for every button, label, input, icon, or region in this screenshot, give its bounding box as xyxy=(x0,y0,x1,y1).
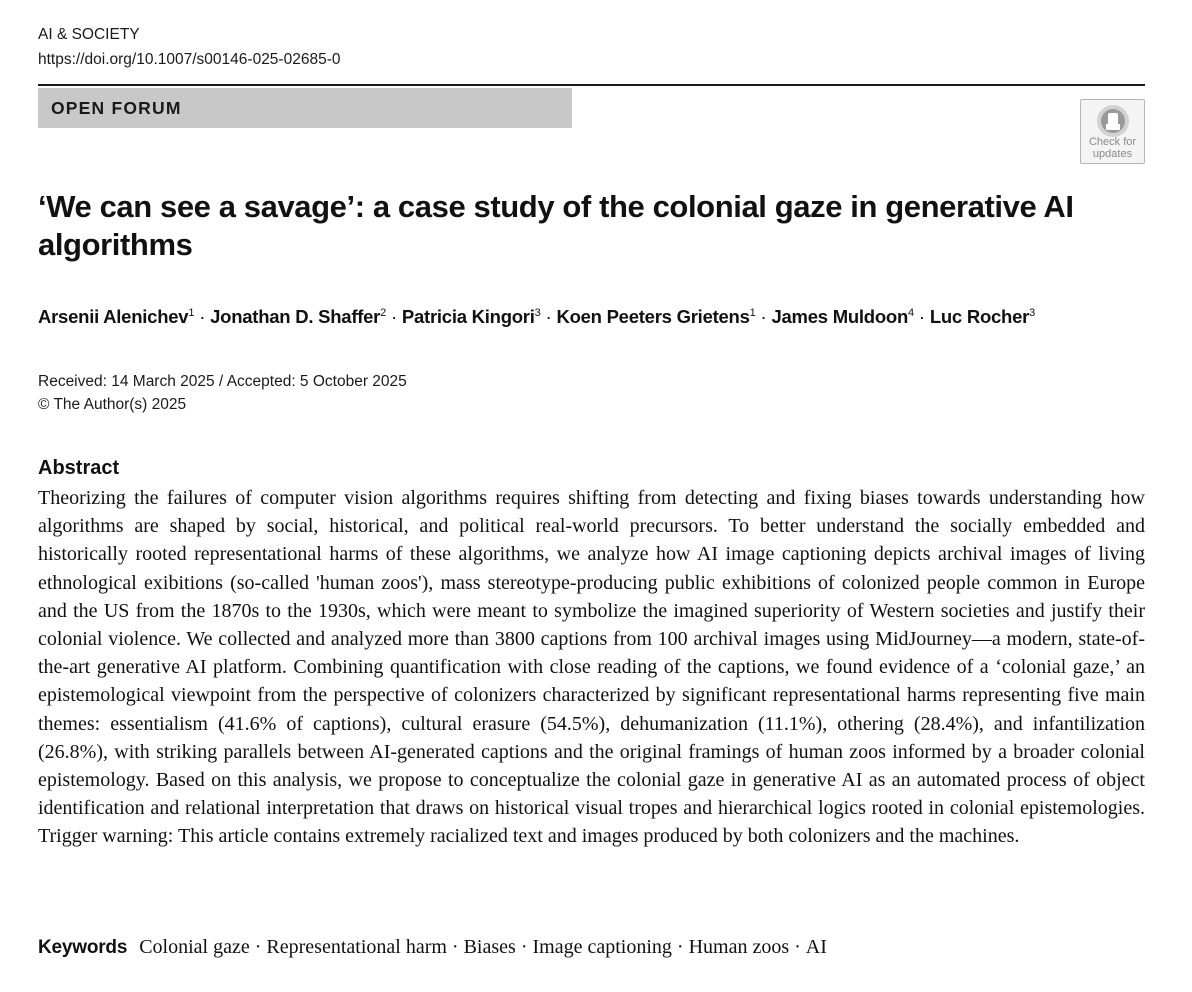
section-band xyxy=(38,88,572,128)
abstract-heading: Abstract xyxy=(38,457,120,479)
author-affiliation: 3 xyxy=(1029,307,1035,319)
keywords-list xyxy=(139,936,827,958)
keyword-item[interactable]: Human zoos xyxy=(688,936,790,958)
author-affiliation: 1 xyxy=(749,307,756,319)
keyword-item[interactable]: Representational harm xyxy=(266,936,447,958)
journal-name: AI & SOCIETY xyxy=(38,26,140,43)
author-list xyxy=(38,305,1035,329)
keyword-item[interactable]: Biases xyxy=(463,936,516,958)
copyright-notice: © The Author(s) 2025 xyxy=(38,396,187,413)
author-name[interactable]: Patricia Kingori xyxy=(401,306,535,327)
section-label: OPEN FORUM xyxy=(51,98,182,118)
check-for-updates-badge[interactable] xyxy=(1080,99,1145,164)
badge-line-1: Check for xyxy=(1088,136,1137,148)
header-rule xyxy=(38,84,1145,86)
check-for-updates-icon xyxy=(1096,104,1130,138)
keyword-separator: · xyxy=(451,936,459,958)
badge-line-2: updates xyxy=(1092,148,1133,160)
author-separator: · xyxy=(199,306,206,327)
keyword-separator: · xyxy=(520,936,528,958)
doi-link[interactable]: https://doi.org/10.1007/s00146-025-02685-0 xyxy=(38,51,341,68)
keyword-item[interactable]: Colonial gaze xyxy=(139,936,250,958)
abstract-text: Theorizing the failures of computer vision algorithms requires shifting from detecting and fixing biases towards understanding how algorithms are shaped by social, historical, and political real-world precursors. To better understand the socially embedded and historically rooted representational harms of these algorithms, we analyze how AI image captioning depicts archival images of living ethnological exibitions (so-called 'human zoos'), mass stereotype-producing public exhibitions of colonized people common in Europe and the US from the 1870s to the 1930s, which were meant to symbolize the imagined superiority of Western societies and justify their colonial violence. We collected and analyzed more than 3800 captions from 100 archival images using MidJourney—a modern, state-of-the-art generative AI platform. Combining quantification with close reading of the captions, we found evidence of a ‘colonial gaze,’ an epistemological viewpoint from the perspective of colonizers characterized by significant representational harms representing five main themes: essentialism (41.6% of captions), cultural erasure (54.5%), dehumanization (11.1%), othering (28.4%), and infantilization (26.8%), with striking parallels between AI-generated captions and the original framings of human zoos informed by a broader colonial epistemology. Based on this analysis, we propose to conceptualize the colonial gaze in generative AI as an automated process of object identification and relational interpretation that draws on historical visual tropes and hierarchical logics rooted in colonial epistemologies. Trigger warning: This article contains extremely racialized text and images produced by both colonizers and the machines. xyxy=(38,487,1145,848)
author-affiliation: 2 xyxy=(380,307,386,319)
author-affiliation: 3 xyxy=(534,307,541,319)
author-separator: · xyxy=(918,306,925,327)
keyword-separator: · xyxy=(676,936,684,958)
received-accepted-dates: Received: 14 March 2025 / Accepted: 5 October 2025 xyxy=(38,373,407,390)
author-name[interactable]: Jonathan D. Shaffer xyxy=(210,306,381,327)
author-name[interactable]: Luc Rocher xyxy=(929,306,1030,327)
author-separator: · xyxy=(545,306,552,327)
author-separator: · xyxy=(760,306,767,327)
keyword-separator: · xyxy=(794,936,801,958)
article-title: ‘We can see a savage’: a case study of the colonial gaze in generative AI algorithms xyxy=(38,189,1074,262)
keyword-item[interactable]: AI xyxy=(805,936,827,958)
author-affiliation: 1 xyxy=(188,307,195,319)
author-affiliation: 4 xyxy=(908,307,914,319)
keyword-item[interactable]: Image captioning xyxy=(532,936,672,958)
author-name[interactable]: Koen Peeters Grietens xyxy=(556,306,750,327)
keyword-separator: · xyxy=(254,936,262,958)
author-name[interactable]: James Muldoon xyxy=(771,306,909,327)
author-name[interactable]: Arsenii Alenichev xyxy=(38,306,189,327)
keywords-line xyxy=(38,934,827,961)
keywords-label: Keywords xyxy=(38,937,128,958)
author-separator: · xyxy=(391,306,397,327)
